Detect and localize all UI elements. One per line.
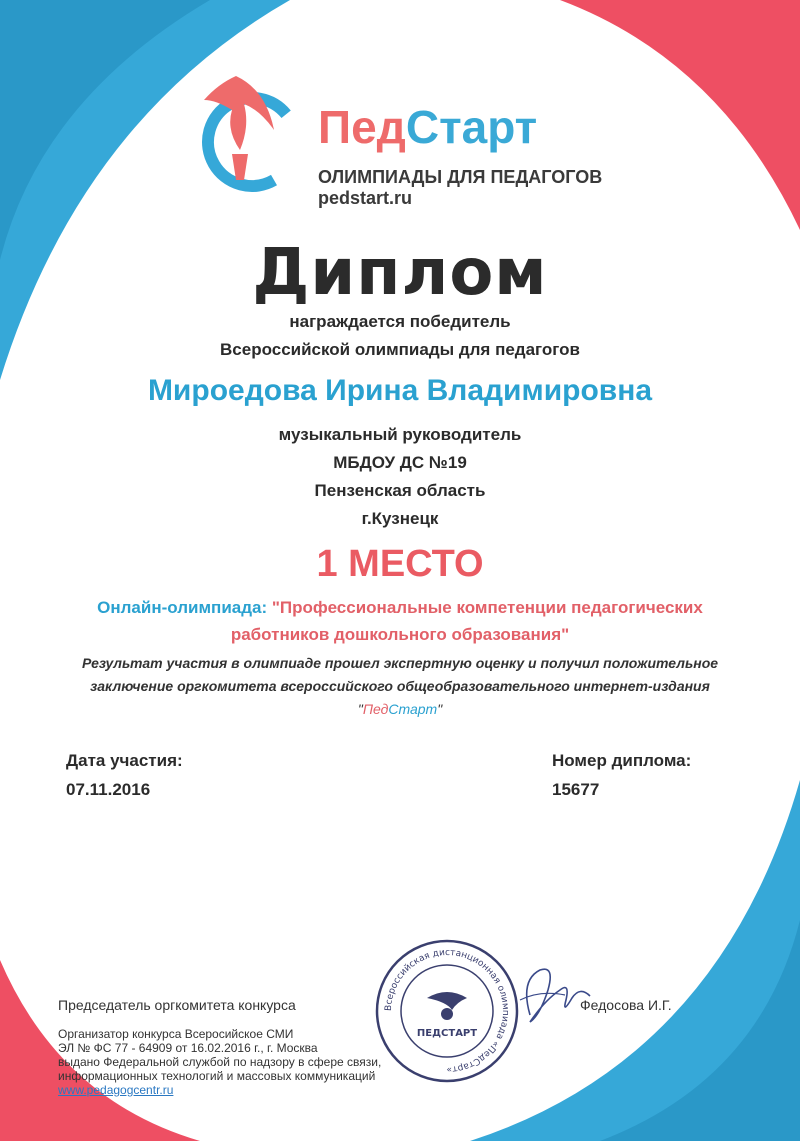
organizer-line2: ЭЛ № ФС 77 - 64909 от 16.02.2016 г., г. Москва <box>58 1041 318 1055</box>
brand-name-part1: Пед <box>318 101 406 153</box>
result-brand-part1: Пед <box>362 701 389 717</box>
quote-open: " <box>357 701 363 717</box>
number-label: Номер диплома: <box>552 751 692 770</box>
organizer-link[interactable]: www.pedagogcentr.ru <box>58 1083 174 1097</box>
place-award: 1 МЕСТО <box>316 543 484 585</box>
result-line2: заключение оргкомитета всероссийского общеобразовательного интернет-издания <box>90 678 710 694</box>
diploma-title: Диплом <box>252 236 548 310</box>
organizer-line4: информационных технологий и массовых коммуникаций <box>58 1069 376 1083</box>
recipient-position: музыкальный руководитель <box>278 425 522 444</box>
result-brand-part2: Старт <box>388 701 438 717</box>
official-stamp-icon <box>372 936 522 1086</box>
recipient-name: Мироедова Ирина Владимировна <box>147 374 653 407</box>
number-value: 15677 <box>552 780 600 799</box>
quote-close: " <box>437 701 443 717</box>
chairman-name: Федосова И.Г. <box>580 997 672 1013</box>
brand-name-part2: Старт <box>405 101 538 153</box>
organizer-block <box>58 1027 381 1097</box>
olympiad-title-part1: "Профессиональные компетенции педагогических <box>271 598 703 617</box>
brand-site: pedstart.ru <box>318 188 413 208</box>
olympiad-title-line1 <box>0 598 800 618</box>
recipient-region: Пензенская область <box>314 481 486 500</box>
recipient-city: г.Кузнецк <box>361 509 439 528</box>
brand-name <box>318 102 537 152</box>
stamp-ring-text: Всероссийская дистанционная олимпиада «ПедСтарт» <box>383 947 511 1075</box>
winged-torch-logo-icon <box>196 70 308 198</box>
top-right-arc <box>560 0 800 230</box>
chairman-label: Председатель оргкомитета конкурса <box>58 997 296 1013</box>
recipient-organization: МБДОУ ДС №19 <box>333 453 467 472</box>
olympiad-line: Всероссийской олимпиады для педагогов <box>220 340 580 359</box>
result-line1: Результат участия в олимпиаде прошел экспертную оценку и получил положительное <box>81 655 719 671</box>
organizer-line3: выдано Федеральной службой по надзору в сфере связи, <box>58 1055 382 1069</box>
brand-tagline: ОЛИМПИАДЫ ДЛЯ ПЕДАГОГОВ <box>318 167 603 187</box>
signature-icon <box>510 960 600 1030</box>
result-brand <box>0 701 800 717</box>
stamp-center-text: ПЕДСТАРТ <box>416 1028 478 1039</box>
date-label: Дата участия: <box>66 751 183 770</box>
date-value: 07.11.2016 <box>66 780 151 799</box>
olympiad-label: Онлайн-олимпиада: <box>97 598 268 617</box>
awarded-line: награждается победитель <box>289 312 511 331</box>
organizer-line1: Организатор конкурса Всеросийское СМИ <box>58 1027 294 1041</box>
olympiad-title-line2: работников дошкольного образования" <box>230 625 570 644</box>
